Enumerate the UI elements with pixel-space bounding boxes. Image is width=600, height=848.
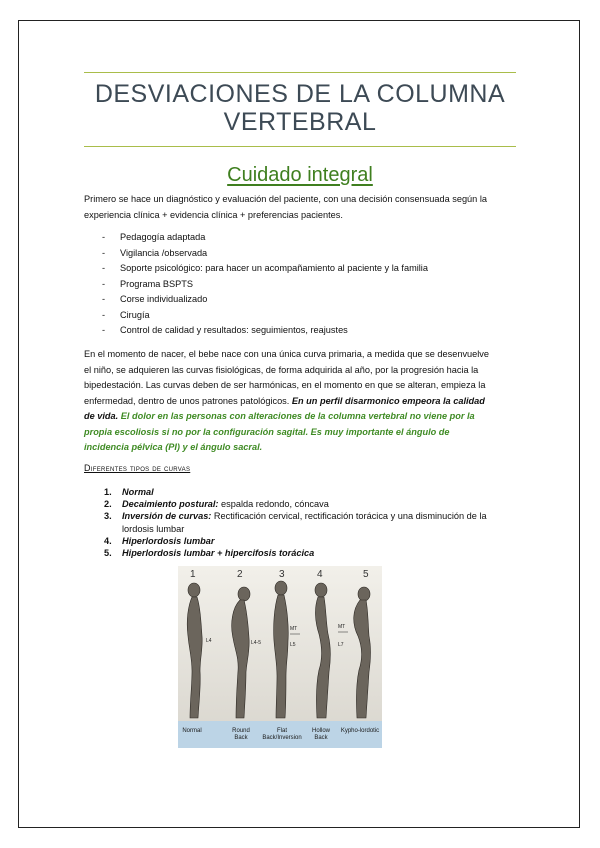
plain-text: enfermedad, dentro de unos patrones patológicos. xyxy=(84,395,290,406)
curve-number: 1. xyxy=(104,487,112,497)
figure-number: 1 xyxy=(190,569,196,580)
curve-name: Hiperlordosis lumbar xyxy=(122,535,215,546)
curve-name: Hiperlordosis lumbar + hipercifosis torácica xyxy=(122,548,315,559)
curve-number: 5. xyxy=(104,548,112,559)
posture-label: Back xyxy=(234,735,248,741)
top-rule xyxy=(84,72,516,73)
title-line-2: VERTEBRAL xyxy=(223,108,377,136)
curve-item xyxy=(84,486,516,498)
list-item: - Vigilancia /observada xyxy=(102,247,208,258)
figure-number: 3 xyxy=(279,569,285,580)
section-subtitle: Cuidado integral xyxy=(227,164,373,186)
highlight-text: El dolor en las personas con alteraciones de la columna vertebral no viene por la xyxy=(120,411,475,421)
bold-text: En un perfil disarmonico empeora la calidad xyxy=(291,395,485,406)
intro-paragraph xyxy=(84,192,516,223)
annotation-label: L4 xyxy=(206,638,212,644)
list-item: - Soporte psicológico: para hacer un acompañamiento al paciente y la familia xyxy=(102,263,428,273)
curve-item xyxy=(84,547,516,559)
annotation-label: L7 xyxy=(338,642,344,648)
annotation-label: MT xyxy=(338,624,346,630)
list-item: - Pedagogía adaptada xyxy=(102,232,206,242)
curve-name: Inversión de curvas: xyxy=(122,511,212,522)
paragraph-line: el niño, se adquieren las curvas fisiológicas, de forma adquirida al año, por la progresión hacia la xyxy=(84,364,479,375)
posture-label: Back/Inversion xyxy=(262,735,302,741)
posture-label: Kypho-lordotic xyxy=(340,728,380,734)
curve-item xyxy=(84,535,516,547)
intro-line: experiencia clínica + evidencia clínica + preferencias pacientes. xyxy=(84,209,343,220)
care-list xyxy=(84,230,516,339)
paragraph-line xyxy=(84,409,516,425)
paragraph-line: bipedestación. Las curvas deben de ser harmónicas, en el momento en que se alteran, empieza la xyxy=(84,380,486,390)
bottom-rule xyxy=(84,146,516,147)
curve-number: 3. xyxy=(104,511,112,522)
highlight-text: propia escoliosis si no por la configuración sagital. Es muy importante el ángulo de xyxy=(84,426,450,437)
curve-item xyxy=(84,510,516,534)
list-item: - Cirugía xyxy=(102,309,150,320)
curve-description: Rectificación cervical, rectificación torácica y una disminución de la xyxy=(211,511,487,522)
paragraph-line xyxy=(84,394,516,410)
figure-number: 5 xyxy=(363,569,369,580)
list-item-text: Cirugía xyxy=(120,309,150,320)
list-item: - Control de calidad y resultados: seguimientos, reajustes xyxy=(102,325,348,335)
curve-item xyxy=(84,498,516,510)
development-paragraph xyxy=(84,347,516,456)
annotation-label: L5 xyxy=(290,642,296,648)
paragraph-line: En el momento de nacer, el bebe nace con una única curva primaria, a medida que se desenvuelve xyxy=(84,349,490,359)
curve-number: 2. xyxy=(104,499,112,510)
list-item-text: Control de calidad y resultados: seguimientos, reajustes xyxy=(120,325,348,335)
curve-name: Decaimiento postural: xyxy=(122,499,219,510)
posture-types-figure xyxy=(178,566,382,748)
annotation-label: L4-5 xyxy=(251,640,262,646)
posture-label: Back xyxy=(314,735,328,741)
curve-name: Normal xyxy=(122,487,154,497)
list-item-text: Vigilancia /observada xyxy=(120,247,208,258)
curve-number: 4. xyxy=(104,535,112,546)
figure-number: 2 xyxy=(237,569,243,580)
list-item: - Programa BSPTS xyxy=(102,278,194,289)
list-item-text: Pedagogía adaptada xyxy=(120,232,206,242)
list-item-text: Programa BSPTS xyxy=(120,278,194,289)
posture-label: Normal xyxy=(182,728,202,734)
intro-line: Primero se hace un diagnóstico y evaluación del paciente, con una decisión consensuada según la xyxy=(84,194,487,204)
posture-label: Round xyxy=(232,728,250,734)
bold-text: de vida. xyxy=(84,411,119,421)
title-line-1: DESVIACIONES DE LA COLUMNA xyxy=(94,80,506,108)
posture-label: Hollow xyxy=(311,728,331,734)
figure-number: 4 xyxy=(317,569,323,580)
curves-list xyxy=(84,486,516,559)
annotation-label: MT xyxy=(290,626,298,632)
curve-description: espalda redondo, cóncava xyxy=(218,499,329,510)
posture-label: Flat xyxy=(276,728,288,734)
highlight-text: incidencia pélvica (PI) y el ángulo sacral. xyxy=(84,442,263,452)
list-item-text: Corse individualizado xyxy=(120,294,208,304)
list-item-text: Soporte psicológico: para hacer un acompañamiento al paciente y la familia xyxy=(120,263,428,273)
curves-heading: Diferentes tipos de curvas xyxy=(84,463,191,473)
document-title xyxy=(84,80,516,136)
list-item: - Corse individualizado xyxy=(102,294,208,304)
curve-description: lordosis lumbar xyxy=(122,523,185,534)
